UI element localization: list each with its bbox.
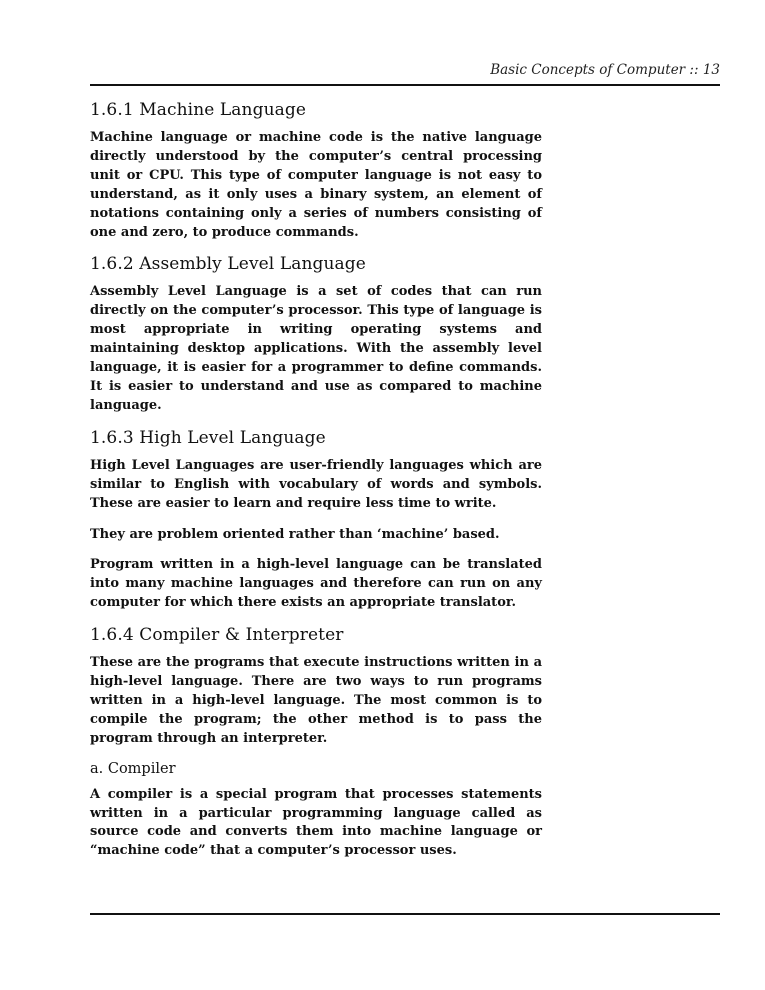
section-heading: 1.6.4 Compiler & Interpreter [90, 625, 344, 646]
section-machine-language [90, 100, 542, 242]
paragraph: Machine language or machine code is the native language directly understood by the computer’s central processing unit or CPU. This type of computer language is not easy to understand, as it only uses a binary system, an element of notations containing only a series of numbers consisting of one and zero, to produce commands. [90, 130, 542, 240]
section-heading: 1.6.1 Machine Language [90, 100, 307, 120]
paragraph: A compiler is a special program that processes statements written in a particular programming language called as source code and converts them into machine language or “machine code” that a computer’s processor uses. [90, 786, 542, 859]
header-rule [90, 84, 720, 86]
page-content [90, 100, 542, 873]
footer-rule [90, 913, 720, 915]
paragraph: These are the programs that execute instructions written in a high-level language. There are two ways to run programs written in a high-level language. The most common is to compile the program; the other method is to pass the program through an interpreter. [90, 655, 542, 746]
section-assembly-level-language [90, 254, 542, 415]
section-compiler-interpreter [90, 625, 542, 861]
running-header: Basic Concepts of Computer :: 13 [490, 62, 720, 78]
paragraph: Program written in a high-level language can be translated into many machine languages and therefore can run on any computer for which there exists an appropriate translator. [90, 557, 542, 611]
paragraph: They are problem oriented rather than ‘machine’ based. [90, 526, 500, 542]
paragraph: High Level Languages are user-friendly languages which are similar to English with vocabulary of words and symbols. These are easier to learn and require less time to write. [90, 457, 542, 511]
section-heading: 1.6.3 High Level Language [90, 427, 326, 448]
section-high-level-language [90, 428, 542, 613]
paragraph: Assembly Level Language is a set of codes that can run directly on the computer’s processor. This type of language is most appropriate in writing operating systems and maintaining desktop applications. With the assembly level language, it is easier for a programmer to define commands. It is easier to understand and use as compared to machine language. [90, 284, 542, 413]
section-heading: 1.6.2 Assembly Level Language [90, 254, 366, 275]
subsection-heading-compiler: a. Compiler [90, 760, 176, 777]
